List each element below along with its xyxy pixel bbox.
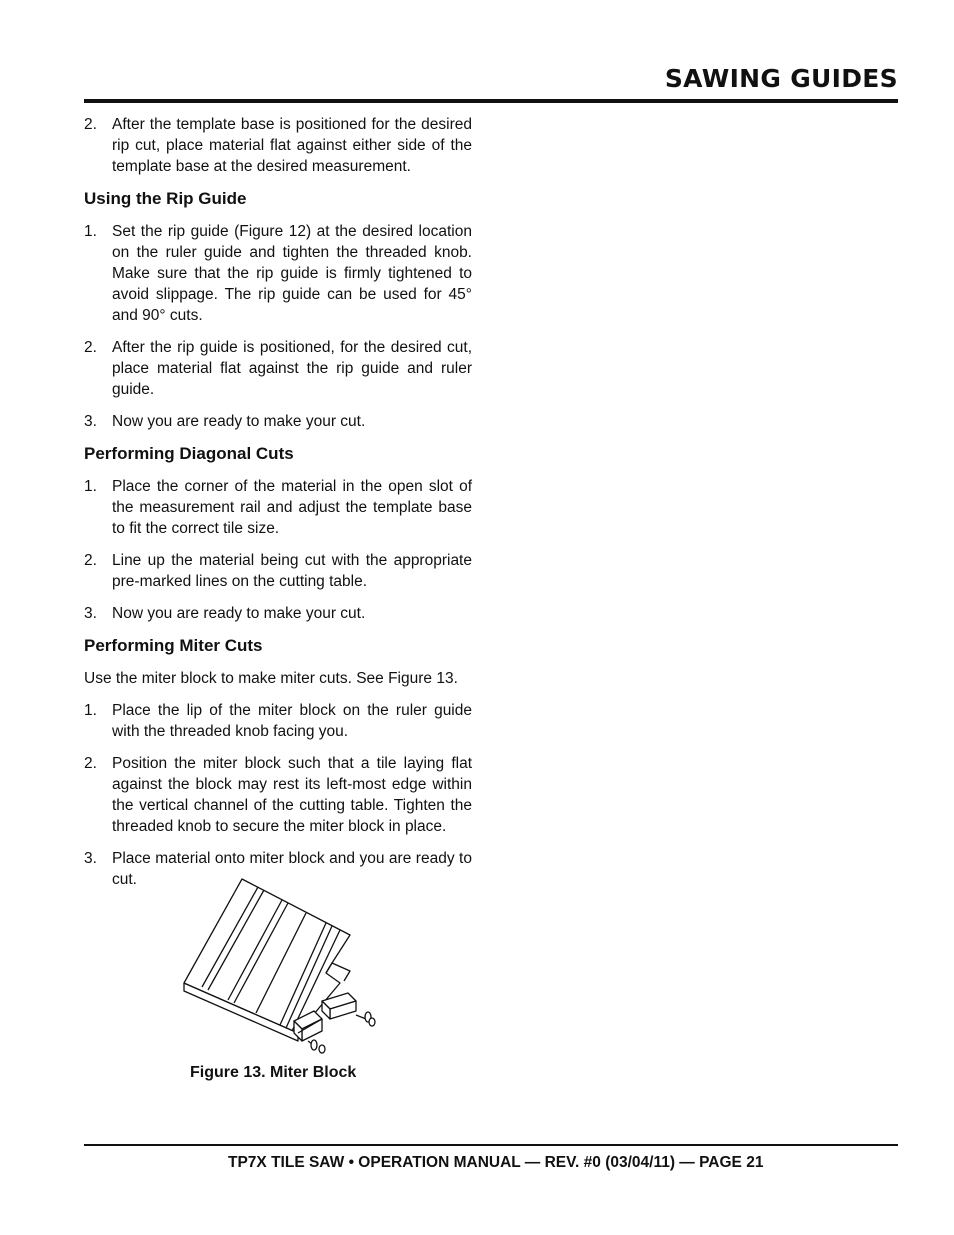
item-text: After the rip guide is positioned, for the desired cut, place material flat against the rip guide and ruler guide. (112, 339, 472, 398)
item-number: 3. (84, 850, 97, 867)
list-item (84, 411, 472, 432)
item-number: 2. (84, 552, 97, 569)
list-item (84, 753, 472, 837)
item-number: 1. (84, 702, 97, 719)
wing-knob (311, 1040, 317, 1050)
page-footer: TP7X TILE SAW • OPERATION MANUAL — REV. #0 (03/04/11) — PAGE 21 (228, 1154, 764, 1171)
list-item (84, 550, 472, 592)
item-number: 2. (84, 116, 97, 133)
wing-knob (319, 1045, 325, 1053)
item-number: 3. (84, 605, 97, 622)
page-title: SAWING GUIDES (664, 64, 898, 93)
item-text: Position the miter block such that a tile laying flat against the block may rest its left-most edge within the vertical channel of the cutting table. Tighten the threaded knob to secure the miter block in place. (112, 755, 472, 835)
item-text: Set the rip guide (Figure 12) at the desired location on the ruler guide and tighten the threaded knob. Make sure that the rip guide is firmly tightened to avoid slippage. The rip guide can be used for 45° and 90° cuts. (112, 223, 472, 324)
item-number: 1. (84, 478, 97, 495)
item-text: Now you are ready to make your cut. (112, 413, 366, 430)
list-item (84, 114, 472, 177)
wing-knob (369, 1018, 375, 1026)
figure-caption: Figure 13. Miter Block (190, 1064, 357, 1081)
list-item (84, 700, 472, 742)
item-text: Now you are ready to make your cut. (112, 605, 366, 622)
section-intro: Use the miter block to make miter cuts. See Figure 13. (84, 670, 458, 687)
item-number: 3. (84, 413, 97, 430)
list-item (84, 603, 472, 624)
list-item (84, 221, 472, 326)
item-text: After the template base is positioned for the desired rip cut, place material flat against either side of the template base at the desired measurement. (112, 116, 472, 175)
list-item (84, 476, 472, 539)
section-heading-diagonal: Performing Diagonal Cuts (84, 444, 294, 463)
section-heading-rip-guide: Using the Rip Guide (84, 189, 247, 208)
item-text: Place the lip of the miter block on the ruler guide with the threaded knob facing you. (112, 702, 472, 740)
item-text: Place the corner of the material in the open slot of the measurement rail and adjust the template base to fit the correct tile size. (112, 478, 472, 537)
item-text: Place material onto miter block and you are ready to cut. (112, 850, 472, 888)
miter-block-illustration (180, 875, 390, 1055)
item-number: 1. (84, 223, 97, 240)
item-number: 2. (84, 339, 97, 356)
section-heading-miter: Performing Miter Cuts (84, 636, 263, 655)
footer-rule (84, 1144, 898, 1146)
main-column (84, 114, 472, 901)
item-number: 2. (84, 755, 97, 772)
header-rule (84, 99, 898, 103)
item-text: Line up the material being cut with the appropriate pre-marked lines on the cutting table. (112, 552, 472, 590)
list-item (84, 337, 472, 400)
